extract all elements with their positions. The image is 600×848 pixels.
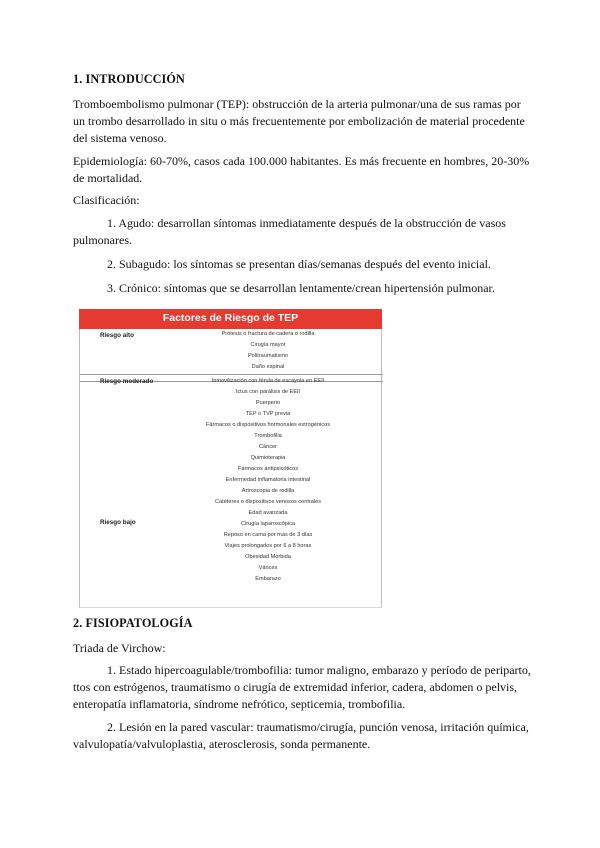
risk-factor: Cirugía mayor — [250, 342, 286, 348]
risk-factor: TEP o TVP previa — [245, 411, 291, 417]
risk-factor: Enfermedad inflamatoria intestinal — [225, 477, 311, 483]
classification-subacute: 2. Subagudo: los síntomas se presentan días/semanas después del evento inicial. — [107, 257, 491, 271]
risk-factor: Edad avanzada — [248, 510, 288, 516]
risk-factor: Politraumatismo — [247, 353, 289, 359]
risk-factor: Reposo en cama por más de 3 días — [223, 532, 313, 538]
tep-definition: Tromboembolismo pulmonar (TEP): obstrucción de la arteria pulmonar/una de sus ramas por un trombo desarrollado in situ o más frecuentemente por embolización de material procedente del sistema venoso. — [73, 97, 525, 145]
row-separator — [80, 374, 383, 375]
risk-table-title: Factores de Riesgo de TEP — [162, 312, 299, 324]
risk-table-body — [79, 329, 382, 608]
risk-factor: Prótesis o fractura de cadera o rodilla — [221, 331, 315, 337]
risk-factor: Inmovilización con férula de escayola en EEII — [211, 378, 325, 384]
classification-chronic: 3. Crónico: síntomas que se desarrollan lentamente/crean hipertensión pulmonar. — [107, 281, 495, 295]
section-1-heading: 1. INTRODUCCIÓN — [73, 72, 185, 86]
category-moderate-risk: Riesgo moderado — [100, 378, 154, 385]
virchow-item-vascular-wall: 2. Lesión en la pared vascular: traumatismo/cirugía, punción venosa, irritación química, valvulopatía/valvuloplastia, aterosclerosis, sonda permanente. — [73, 720, 529, 751]
risk-factor: Cáncer — [258, 444, 278, 450]
risk-factor: Obesidad Mórbida — [245, 554, 291, 560]
risk-table-header — [79, 309, 382, 329]
risk-factor: Várices — [258, 565, 278, 571]
virchow-item-hypercoagulable: 1. Estado hipercoagulable/trombofilia: tumor maligno, embarazo y período de periparto, ttos con estrógenos, traumatismo o cirugía de extremidad inferior, cadera, abdomen o pelvis, enteropatía inflamatoria, síndrome nefrótico, septicemia, trombofilia. — [73, 663, 531, 711]
risk-factor: Ictus con parálisis de EEII — [235, 389, 301, 395]
category-high-risk: Riesgo alto — [100, 332, 134, 339]
risk-factors-table — [79, 309, 382, 599]
category-low-risk: Riesgo bajo — [100, 519, 136, 526]
risk-factor: Artroscopia de rodilla — [241, 488, 295, 494]
virchow-triad-label: Triada de Virchow: — [73, 641, 166, 655]
risk-factor: Trombofilia — [254, 433, 282, 439]
risk-factor: Quimioterapia — [250, 455, 286, 461]
risk-factor: Catéteres o dispositivos venosos centrales — [214, 499, 322, 505]
epidemiology-paragraph: Epidemiología: 60-70%, casos cada 100.000 habitantes. Es más frecuente en hombres, 20-30% de mortalidad. — [73, 154, 530, 185]
risk-factor: Fármacos antipsicóticos — [238, 466, 298, 472]
classification-acute: 1. Agudo: desarrollan síntomas inmediatamente después de la obstrucción de vasos pulmonares. — [73, 216, 506, 247]
risk-factor: Cirugía laparoscópica — [240, 521, 296, 527]
classification-label: Clasificación: — [73, 193, 140, 207]
risk-factor: Embarazo — [255, 576, 281, 582]
risk-factor: Puerperio — [255, 400, 281, 406]
risk-factor: Daño espinal — [251, 364, 285, 370]
section-2-heading: 2. FISIOPATOLOGÍA — [73, 616, 193, 630]
risk-factor: Viajes prolongados por 6 a 8 horas — [224, 543, 312, 549]
risk-factor: Fármacos o dispositivos hormonales estrogénicos — [205, 422, 331, 428]
